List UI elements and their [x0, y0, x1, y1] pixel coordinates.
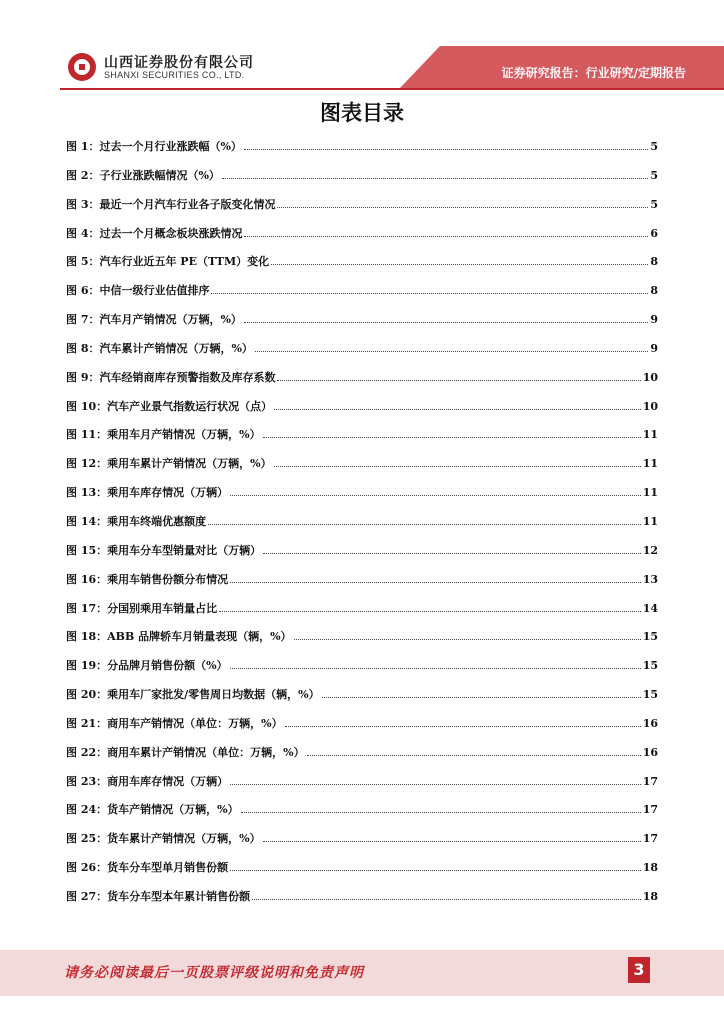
toc-entry-page: 5 [650, 197, 658, 211]
toc-entry-page: 8 [650, 284, 658, 298]
toc-entry-label: 图 24：货车产销情况（万辆，%） [66, 803, 239, 817]
toc-entry[interactable] [66, 773, 658, 802]
toc-entry-page: 9 [650, 341, 658, 355]
toc-entry-page: 8 [650, 255, 658, 269]
toc-entry-page: 17 [642, 832, 658, 846]
toc-entry-page: 12 [642, 543, 658, 557]
toc-dot-leader [219, 603, 641, 612]
toc-entry[interactable] [66, 686, 658, 715]
toc-entry-page: 10 [642, 370, 658, 384]
page-title: 图表目录 [320, 101, 404, 125]
toc-entry-page: 11 [642, 457, 658, 471]
toc-entry[interactable] [66, 455, 658, 484]
toc-entry-page: 16 [642, 716, 658, 730]
toc-dot-leader [241, 804, 641, 813]
toc-dot-leader [230, 487, 641, 496]
toc-entry-page: 18 [642, 889, 658, 903]
toc-entry-label: 图 15：乘用车分车型销量对比（万辆） [66, 543, 262, 557]
company-logo-icon [68, 53, 96, 81]
toc-entry-page: 18 [642, 861, 658, 875]
toc-entry-page: 15 [642, 659, 658, 673]
toc-dot-leader [263, 545, 641, 554]
toc-entry-page: 10 [642, 399, 658, 413]
toc-dot-leader [277, 199, 648, 208]
footer-disclaimer: 请务必阅读最后一页股票评级说明和免责声明 [64, 965, 364, 981]
toc-entry-page: 13 [642, 572, 658, 586]
toc-dot-leader [322, 689, 641, 698]
page-number: 3 [628, 957, 650, 983]
toc-dot-leader [230, 660, 641, 669]
toc-dot-leader [271, 256, 648, 265]
toc-entry-label: 图 14：乘用车终端优惠额度 [66, 514, 207, 528]
company-name-en: SHANXI SECURITIES CO., LTD. [104, 70, 245, 80]
toc-entry[interactable] [66, 801, 658, 830]
toc-dot-leader [252, 891, 641, 900]
toc-dot-leader [277, 372, 640, 381]
toc-entry[interactable] [66, 311, 658, 340]
toc-entry[interactable] [66, 138, 658, 167]
toc-dot-leader [244, 314, 648, 323]
toc-entry-label: 图 13：乘用车库存情况（万辆） [66, 486, 229, 500]
toc-dot-leader [244, 141, 648, 150]
toc-entry-page: 15 [642, 688, 658, 702]
toc-entry-page: 17 [642, 803, 658, 817]
report-type-label: 证券研究报告：行业研究/定期报告 [501, 66, 686, 80]
toc-entry-label: 图 1：过去一个月行业涨跌幅（%） [66, 140, 242, 153]
toc-entry[interactable] [66, 426, 658, 455]
toc-entry-label: 图 20：乘用车厂家批发/零售周日均数据（辆，%） [66, 688, 320, 702]
toc-entry-label: 图 2：子行业涨跌幅情况（%） [66, 168, 220, 182]
toc-entry[interactable] [66, 571, 658, 600]
toc-entry[interactable] [66, 196, 658, 225]
toc-entry-page: 5 [650, 168, 658, 182]
toc-entry-page: 16 [642, 745, 658, 759]
toc-dot-leader [294, 631, 641, 640]
toc-entry-page: 6 [650, 226, 658, 240]
toc-dot-leader [285, 718, 641, 727]
toc-entry[interactable] [66, 253, 658, 282]
toc-entry[interactable] [66, 282, 658, 311]
header-divider [60, 88, 724, 90]
toc-entry-label: 图 5：汽车行业近五年 PE（TTM）变化 [66, 255, 270, 269]
toc-entry-label: 图 3：最近一个月汽车行业各子版变化情况 [66, 197, 276, 211]
toc-entry-label: 图 23：商用车库存情况（万辆） [66, 774, 229, 788]
toc-entry-label: 图 6：中信一级行业估值排序 [66, 284, 210, 298]
toc-entry-page: 15 [642, 630, 658, 644]
toc-dot-leader [211, 285, 648, 294]
toc-entry[interactable] [66, 744, 658, 773]
toc-entry-label: 图 12：乘用车累计产销情况（万辆，%） [66, 457, 272, 471]
toc-entry-page: 11 [642, 514, 658, 528]
toc-dot-leader [222, 170, 648, 179]
toc-entry-label: 图 7：汽车月产销情况（万辆，%） [66, 313, 242, 327]
toc-entry[interactable] [66, 340, 658, 369]
toc-dot-leader [307, 747, 641, 756]
toc-entry-label: 图 26：货车分车型单月销售份额 [66, 861, 229, 875]
toc-entry-label: 图 17：分国别乘用车销量占比 [66, 601, 218, 615]
toc-entry-page: 5 [650, 140, 658, 153]
figure-toc-list [66, 138, 658, 917]
toc-entry[interactable] [66, 830, 658, 859]
toc-dot-leader [230, 574, 641, 583]
toc-entry-page: 9 [650, 313, 658, 327]
toc-dot-leader [208, 516, 641, 525]
toc-entry-label: 图 25：货车累计产销情况（万辆，%） [66, 832, 261, 846]
toc-entry-label: 图 4：过去一个月概念板块涨跌情况 [66, 226, 243, 240]
toc-entry[interactable] [66, 225, 658, 254]
toc-entry[interactable] [66, 167, 658, 196]
toc-entry-label: 图 9：汽车经销商库存预警指数及库存系数 [66, 370, 276, 384]
toc-entry[interactable] [66, 657, 658, 686]
toc-entry-page: 11 [642, 486, 658, 500]
toc-entry-label: 图 10：汽车产业景气指数运行状况（点） [66, 399, 273, 413]
toc-entry[interactable] [66, 715, 658, 744]
toc-entry[interactable] [66, 398, 658, 427]
page-header [0, 0, 724, 100]
toc-dot-leader [263, 833, 641, 842]
toc-entry-label: 图 8：汽车累计产销情况（万辆，%） [66, 341, 253, 355]
toc-entry-label: 图 18：ABB 品牌轿车月销量表现（辆，%） [66, 630, 292, 644]
toc-entry[interactable] [66, 484, 658, 513]
toc-entry-label: 图 16：乘用车销售份额分布情况 [66, 572, 229, 586]
toc-dot-leader [230, 776, 641, 785]
company-name-cn: 山西证券股份有限公司 [104, 55, 254, 71]
toc-entry[interactable] [66, 859, 658, 888]
toc-entry-page: 14 [642, 601, 658, 615]
toc-entry[interactable] [66, 542, 658, 571]
toc-dot-leader [274, 458, 641, 467]
toc-entry-page: 17 [642, 774, 658, 788]
toc-entry[interactable] [66, 628, 658, 657]
toc-dot-leader [244, 228, 648, 237]
toc-entry[interactable] [66, 369, 658, 398]
toc-entry-page: 11 [642, 428, 658, 442]
toc-entry-label: 图 21：商用车产销情况（单位：万辆，%） [66, 716, 283, 730]
toc-entry[interactable] [66, 600, 658, 629]
toc-entry[interactable] [66, 513, 658, 542]
toc-dot-leader [255, 343, 648, 352]
toc-entry-label: 图 27：货车分车型本年累计销售份额 [66, 889, 251, 903]
toc-entry-label: 图 19：分品牌月销售份额（%） [66, 659, 228, 673]
toc-dot-leader [230, 862, 641, 871]
toc-entry-label: 图 11：乘用车月产销情况（万辆，%） [66, 428, 261, 442]
toc-dot-leader [274, 401, 641, 410]
toc-entry[interactable] [66, 888, 658, 917]
toc-dot-leader [263, 429, 641, 438]
toc-entry-label: 图 22：商用车累计产销情况（单位：万辆，%） [66, 745, 305, 759]
